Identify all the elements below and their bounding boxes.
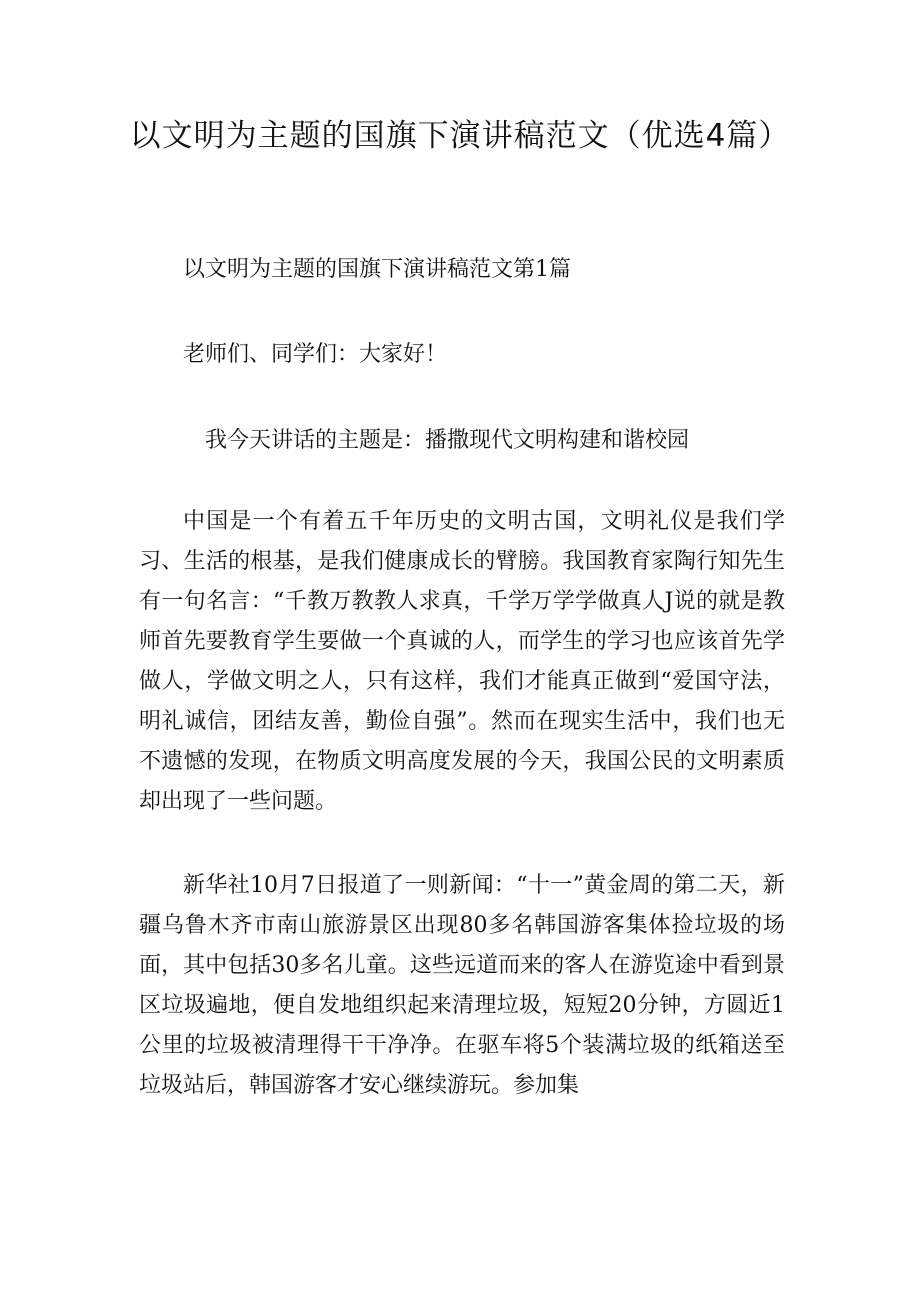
- document-title: 以文明为主题的国旗下演讲稿范文（优选4篇）: [129, 118, 791, 154]
- body-paragraph-2: 新华社10月7日报道了一则新闻：“十一”黄金周的第二天，新疆乌鲁木齐市南山旅游景区出现80多名韩国游客集体捡垃圾的场面，其中包括30多名儿童。这些远道而来的客人在游览途中看到景区垃圾遍地，便自发地组织起来清理垃圾，短短20分钟，方圆近1公里的垃圾被清理得干干净净。在驱车将5个装满垃圾的纸箱送至垃圾站后，韩国游客才安心继续游玩。参加集: [139, 873, 785, 1098]
- greeting: 老师们、同学们：大家好！: [183, 342, 448, 367]
- speech-topic: 我今天讲话的主题是：播撒现代文明构建和谐校园: [205, 428, 690, 453]
- body-paragraph-1: 中国是一个有着五千年历史的文明古国，文明礼仪是我们学习、生活的根基，是我们健康成长的臂膀。我国教育家陶行知先生有一句名言：“千教万教教人求真，千学万学学做真人J说的就是教师首先要教育学生要做一个真诚的人，而学生的学习也应该首先学做人，学做文明之人，只有这样，我们才能真正做到“爱国守法，明礼诚信，团结友善，勤俭自强”。然而在现实生活中，我们也无不遗憾的发现，在物质文明高度发展的今天，我国公民的文明素质却出现了一些问题。: [139, 509, 785, 814]
- section-heading: 以文明为主题的国旗下演讲稿范文第1篇: [183, 257, 571, 282]
